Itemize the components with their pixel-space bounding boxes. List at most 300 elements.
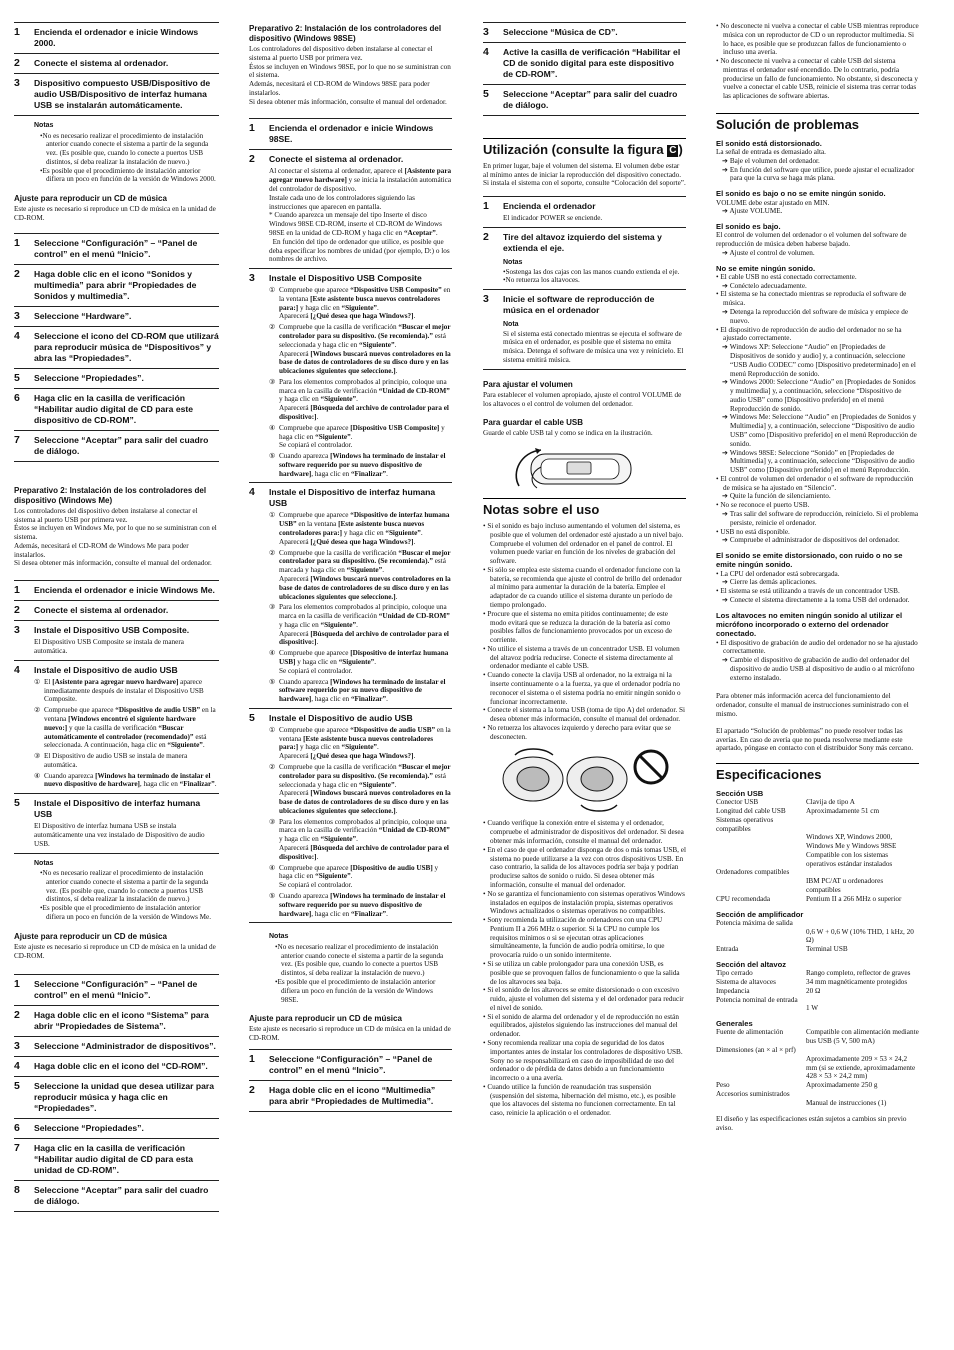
step-number: 5: [483, 88, 489, 100]
step-number: 4: [14, 329, 20, 342]
steps-windows-98se: [249, 118, 452, 923]
step-text: [269, 487, 452, 703]
step-number: 5: [14, 797, 20, 810]
step-item: [249, 483, 452, 708]
substep: ④ Compruebe que aparece [Dispositivo USB Composite] y haga clic en “Siguiente”. Se copiará el controlador.: [269, 423, 445, 450]
spec-row: [716, 1028, 919, 1046]
step-title: Seleccione “Configuración” – “Panel de control” en el menú “Inicio”.: [269, 1053, 433, 1075]
para-prep-me: Los controladores del dispositivo deben instalarse al conectar el sistema al puerto USB por primera vez. Éstos se incluyen en Windows Me, por lo que no se suministran con el sistema. Además, necesitará el CD-ROM de Windows Me para poder instalarlos. Si desea obtener más información, consulte el manual del ordenador.: [14, 506, 217, 568]
spec-row: [716, 1090, 919, 1099]
step-title: Seleccione “Música de CD”.: [503, 27, 618, 37]
note-item: •No es necesario realizar el procedimiento de instalación anterior cuando conecte el sistema a partir de la segunda vez. (Es posible que, cuando lo conecte a puertos USB distintos, sí deba realizar la instalación de nuevo.): [275, 942, 444, 978]
spec-heading: Sección de amplificador: [716, 909, 804, 919]
cause-item: • La CPU del ordenador está sobrecargada.: [716, 569, 840, 578]
remedy-item: ➔ Cierre las demás aplicaciones.: [722, 578, 817, 587]
spec-key: Tipo cerrado: [716, 969, 753, 978]
spec-value: Clavija de tipo A: [806, 798, 855, 807]
step-title: Instale el Dispositivo USB Composite.: [34, 625, 190, 636]
step-item: [483, 228, 686, 290]
step-text: [34, 605, 219, 616]
substep: ① Compruebe que aparece “Dispositivo USB Composite” en la ventana [Este asistente busca nuevos controladores para:] y haga clic en “Siguiente”. Aparecerá [¿Qué desea que haga Windows?].: [269, 286, 451, 321]
step-item: [14, 580, 219, 601]
spec-row: [716, 978, 919, 987]
step-title: Seleccione el icono del CD-ROM que utilizará para reproducir música de “Dispositivos” y abra las “Propiedades”.: [34, 330, 219, 363]
spec-value: [806, 1090, 919, 1099]
spec-value: 34 mm magnéticamente protegidos: [806, 978, 908, 986]
notes-windows-98se: [269, 933, 452, 1004]
step-title: Seleccione “Configuración” – “Panel de control” en el menú “Inicio”.: [34, 237, 198, 259]
para-volumen: Para establecer el volumen apropiado, ajuste el control VOLUME de los altavoces o el control de volumen del ordenador.: [483, 390, 682, 408]
step-number: 2: [249, 1083, 255, 1096]
spec-row: [716, 1099, 919, 1108]
spec-key: Potencia máxima de salida: [716, 918, 793, 927]
spec-row: [716, 969, 919, 978]
step-text: [34, 1081, 219, 1114]
step-number: 3: [14, 1040, 20, 1053]
step-number: 7: [14, 1142, 20, 1155]
step-body: El Dispositivo de interfaz humana USB se instala automáticamente una vez instalado de Dispositivo de audio USB.: [34, 822, 205, 848]
step-title: Haga clic en la casilla de verificación “Habilitar audio digital de CD para este dispositivo de CD-ROM”.: [34, 392, 194, 425]
steps-windows-2000: [14, 22, 219, 116]
trouble-heading: El sonido es bajo o no se emite ningún sonido.: [716, 189, 886, 199]
step-title: Instale el Dispositivo de audio USB: [269, 712, 413, 723]
substep: ⑤ Cuando aparezca [Windows ha terminado de instalar el software requerido por su nuevo dispositivo de hardware], haga clic en “Finalizar”.: [269, 452, 446, 478]
step-number: 1: [14, 584, 20, 597]
step-item: [249, 1081, 452, 1112]
spec-row: [716, 816, 919, 834]
substep: ③ Para los elementos comprobados al principio, coloque una marca en la casilla de verificación “Unidad de CD-ROM” y haga clic en “Siguiente”. Aparecerá [Búsqueda del archivo de controlador para el dispositivo:].: [269, 817, 450, 861]
step-title: Active la casilla de verificación “Habilitar el CD de sonido digital para este dispositivo de CD-ROM”.: [503, 47, 681, 79]
trouble-heading: El sonido se emite distorsionado, con ruido o no se emite ningún sonido.: [716, 551, 903, 570]
trouble-heading: El sonido está distorsionado.: [716, 138, 822, 148]
spec-value: 0,6 W + 0,6 W (10% THD, 1 kHz, 20 Ω): [806, 927, 914, 945]
step-number: 5: [14, 1080, 20, 1093]
step-title: Tire del altavoz izquierdo del sistema y extienda el eje.: [503, 231, 662, 253]
note-item: •Es posible que el procedimiento de instalación anterior difiera un poco en función de la versión de Windows 98SE.: [275, 977, 436, 1004]
step-text: [34, 1010, 219, 1032]
spec-row: [716, 928, 919, 946]
spec-key: [716, 1004, 806, 1013]
spec-key: Accesorios suministrados: [716, 1089, 790, 1098]
bullet-item: • En el caso de que el ordenador disponga de dos o más tomas USB, el sistema no puede utilizarse a la vez con otros dispositivos USB. En caso contrario, la salida de los altavoces podría ser baja y podrían producirse saltos de sonido o ruido. Si desea obtener más información, consulte el manual del ordenador.: [483, 845, 686, 889]
step-number: 3: [483, 26, 489, 38]
step-item: [14, 601, 219, 621]
note-item: •No retuerza los altavoces.: [503, 276, 580, 285]
step-number: 2: [14, 604, 20, 617]
spec-value: Aproximadamente 250 g: [806, 1081, 878, 1090]
section-notas-uso: Notas sobre el uso: [483, 498, 686, 518]
substep: ⑤ Cuando aparezca [Windows ha terminado de instalar el software requerido por su nuevo dispositivo de hardware], haga clic en “Finalizar”.: [269, 677, 446, 704]
bullet-item: • No se garantiza el funcionamiento con sistemas operativos Windows instalados en equipos de instalación propia, sistemas operativos Windows actualizados o sistemas operativos no compatibles.: [483, 889, 685, 916]
spec-value: [806, 816, 919, 834]
step-text: [34, 1123, 219, 1134]
bullet-item: • No desconecte ni vuelva a conectar el cable USB del sistema mientras el ordenador esté encendido. De lo contrario, podría producirse un fallo de funcionamiento. No obstante, si desconecta y vuelve a conectar el cable USB, reinicie el sistema tras cerrar todas las aplicaciones de software abiertas.: [716, 57, 919, 101]
remedy-item: ➔ Cambie el dispositivo de grabación de audio del ordenador del dispositivo de audio USB al dispositivo de audio o al micrófono externo instalado.: [722, 656, 915, 682]
column-3: [483, 22, 686, 1118]
substep: ② Compruebe que la casilla de verificación “Buscar el mejor controlador para su dispositivo. (Se recomienda).” está marcada y haga clic en “Siguiente”. Aparecerá [Windows buscará nuevos controladores en la base de datos de controladores de su disco duro y en las ubicaciones siguientes que seleccione.].: [269, 548, 451, 601]
step-number: 7: [14, 433, 20, 446]
step-text: [503, 232, 686, 285]
column-1: [14, 22, 219, 1212]
cause-text: El control de volumen del ordenador o el volumen del software de reproducción de música deben haberse bajado.: [716, 231, 907, 249]
steps-ajuste-98-cont: [483, 22, 686, 116]
spec-value: IBM PC/AT u ordenadores compatibles: [806, 877, 884, 895]
remedy-item: ➔ Windows 98SE: Seleccione “Sonido” en [Propiedades de Multimedia] y, a continuación, seleccione “Dispositivo de audio USB” como [Dispositivo preferido] en el menú Reproducción.: [722, 448, 915, 475]
step-text: [503, 47, 686, 80]
notes-title: Notas: [34, 122, 54, 129]
spec-key: [716, 833, 806, 868]
cause-text: VOLUME debe estar ajustado en MIN.: [716, 198, 830, 207]
spec-row: [716, 807, 919, 816]
bullet-item: • Cuando verifique la conexión entre el sistema y el ordenador, compruebe el administrador de dispositivos del ordenador. Si desea obtener más información, consulte el manual del ordenador.: [483, 819, 684, 846]
step-text: [34, 798, 219, 848]
step-text: [503, 294, 686, 365]
spec-value: 20 Ω: [806, 986, 821, 995]
step-number: 1: [14, 236, 20, 249]
heading-prep-98se: Preparativo 2: Instalación de los controladores del dispositivo (Windows 98SE): [249, 24, 442, 43]
spec-key: [716, 877, 806, 895]
spec-key: [716, 1055, 806, 1081]
remedy-item: ➔ Conecte el sistema directamente a la toma USB del ordenador.: [722, 595, 910, 604]
notes-windows-me: [34, 860, 219, 922]
steps-ajuste-98: [249, 1049, 452, 1112]
step-text: [269, 123, 452, 145]
spec-value: Pentium II a 266 MHz o superior: [806, 894, 902, 903]
bullet-item: • Cuando utilice la función de reanudación tras suspensión (suspensión del sistema, hibernación del mismo, etc.), es posible que los altavoces del sistema no funcionen correctamente. En tal caso, reinicie la aplicación o el ordenador.: [483, 1082, 676, 1118]
specifications-list: [716, 789, 919, 1107]
spec-row: [716, 877, 919, 895]
step-text: [34, 58, 219, 69]
note-text: Si el sistema está conectado mientras se ejecuta el software de música en el ordenador, es posible que el sistema no emita música. Detenga el software de música una vez y reinícielo. El sistema emitirá música.: [503, 329, 684, 364]
heading-cable: Para guardar el cable USB: [483, 418, 584, 428]
para-ajuste-98: Este ajuste es necesario si reproduce un CD de música en la unidad de CD-ROM.: [249, 1025, 451, 1043]
bullet-item: • Si el sonido es bajo incluso aumentando el volumen del sistema, es posible que el volumen del ordenador esté ajustado a un nivel bajo. Compruebe el volumen del ordenador en el panel de control. El volumen puede variar en función de los niveles de grabación del software.: [483, 521, 684, 566]
spec-row: [716, 1004, 919, 1013]
step-item: [14, 22, 219, 54]
step-text: [269, 154, 452, 264]
step-notes: [503, 321, 686, 365]
bullet-item: • Conecte el sistema a la toma USB (toma de tipo A) del ordenador. Si desea obtener más información, consulte el manual del ordenador.: [483, 706, 685, 724]
step-item: [249, 118, 452, 150]
step-text: [34, 1041, 219, 1052]
step-item: [14, 74, 219, 116]
substep: ② Compruebe que la casilla de verificación “Buscar el mejor controlador para su dispositivo. (Se recomienda).” está seleccionada y haga clic en “Siguiente”. Aparecerá [Windows buscará nuevos controladores en la base de datos de controladores de su disco duro y en las ubicaciones siguientes que seleccione.].: [269, 763, 451, 815]
para-cable: Guarde el cable USB tal y como se indica en la ilustración.: [483, 429, 653, 438]
spec-key: Peso: [716, 1081, 730, 1090]
step-number: 2: [14, 267, 20, 280]
spec-key: Sistema de altavoces: [716, 978, 776, 986]
step-text: [34, 979, 219, 1001]
spec-row: [716, 1081, 919, 1090]
note-item: •Sostenga las dos cajas con las manos cuando extienda el eje.: [503, 267, 680, 276]
spec-key: Entrada: [716, 945, 739, 954]
cause-item: • El dispositivo de grabación de audio del ordenador no se ha ajustado correctamente.: [716, 638, 918, 656]
step-item: [483, 22, 686, 43]
step-number: 2: [249, 153, 255, 166]
step-text: [269, 1085, 452, 1107]
step-text: [34, 27, 219, 49]
step-number: 1: [483, 200, 489, 213]
step-number: 1: [249, 122, 255, 135]
steps-ajuste-2000: [14, 233, 219, 462]
step-number: 8: [14, 1184, 20, 1197]
column-4: [716, 22, 919, 1133]
step-body: El Dispositivo USB Composite se instala de manera automática.: [34, 638, 184, 656]
step-number: 5: [14, 371, 20, 384]
cause-item: • El dispositivo de reproducción de audio del ordenador no se ha ajustado correctamente.: [716, 325, 902, 343]
step-number: 2: [483, 230, 489, 243]
spec-value: [806, 1046, 919, 1055]
substep: ② Compruebe que aparece “Dispositivo de audio USB” en la ventana [Windows encontró el siguiente hardware nuevo:] y que la casilla de verificación “Buscar automáticamente el controlador (recomendado)” está seleccionada. A continuación, haga clic en “Siguiente”.: [34, 706, 216, 750]
step-item: [14, 1119, 219, 1139]
step-text: [34, 665, 219, 789]
spec-key: Ordenadores compatibles: [716, 868, 790, 877]
step-body: Al conectar el sistema al ordenador, aparece el [Asistente para agregar nuevo hardware] y se inicia la instalación automática del controlador de dispositivo. Instale cada uno de los controladores siguiendo las instrucciones que aparecen en pantalla. * Cuando aparezca un mensaje del tipo Inserte el disco Windows 98SE CD-ROM, inserte el CD-ROM de Windows 98SE en la unidad de CD-ROM y haga clic en “Aceptar”. En función del tipo de ordenador que utilice, es posible que deba especificar los nombres de unidad (por ejemplo, D:) o los nombres de archivo.: [269, 167, 452, 264]
bullet-item: • No utilice el sistema a través de un concentrador USB. El volumen del altavoz podría reducirse. Conecte el sistema directamente al ordenador mediante el cable USB.: [483, 644, 680, 671]
remedy-item: ➔ Windows XP: Seleccione “Audio” en [Propiedades de Dispositivos de sonido y audio] y, a continuación, seleccione “USB Audio CODEC” como [Dispositivo predeterminado] en el menú Reproducción de sonido.: [722, 343, 916, 378]
bullet-item: • No desconecte ni vuelva a conectar el cable USB mientras reproduce música con un reproductor de CD o un reproductor multimedia. Si lo hace, es posible que se produzcan fallos de funcionamiento o incluso una avería.: [716, 22, 919, 57]
remedy-item: ➔ Compruebe el administrador de dispositivos del ordenador.: [722, 536, 900, 545]
spec-value: Compatible con alimentación mediante bus USB (5 V, 500 mA): [806, 1028, 919, 1046]
column-2: [249, 22, 452, 1112]
step-number: 3: [14, 309, 20, 322]
step-title: Conecte el sistema al ordenador.: [34, 605, 169, 616]
step-text: [34, 78, 219, 111]
para-prep-98se: Los controladores del dispositivo deben instalarse al conectar el sistema al puerto USB por primera vez. Éstos se incluyen en Windows 98SE, por lo que no se suministran con el sistema. Además, necesitará el CD-ROM de Windows 98SE para poder instalarlos. Si desea obtener más información, consulte el manual del ordenador.: [249, 45, 451, 106]
step-item: [14, 1057, 219, 1077]
cause-item: • USB no está disponible.: [716, 527, 790, 536]
spec-heading: Sección del altavoz: [716, 959, 787, 969]
para-utilizacion: En primer lugar, baje el volumen del sistema. El volumen debe estar al mínimo antes de iniciar la reproducción del dispositivo conectado. Si instala el sistema con el soporte, consulte “Colocación del soporte”.: [483, 161, 686, 188]
step-item: [14, 661, 219, 794]
step-title: Dispositivo compuesto USB/Dispositivo de audio USB/Dispositivo de interfaz humana USB se instalarán automáticamente.: [34, 78, 211, 110]
step-text: [503, 27, 686, 38]
spec-key: Impedancia: [716, 986, 750, 995]
section-utilizacion: Utilización (consulte la figura C ): [483, 138, 686, 158]
step-item: [249, 1049, 452, 1081]
step-title: Haga doble clic en el icono “Sistema” para abrir “Propiedades de Sistema”.: [34, 1010, 209, 1032]
steps-ajuste-me: [14, 974, 219, 1212]
step-text: [34, 311, 219, 322]
step-title: Encienda el ordenador: [503, 201, 596, 212]
cause-item: • El cable USB no está conectado correctamente.: [716, 272, 857, 281]
spec-key: Conector USB: [716, 798, 759, 807]
spec-row: [716, 919, 919, 928]
substep: ① Compruebe que aparece “Dispositivo de audio USB” en la ventana [Este asistente busca nuevos controladores para:] y haga clic en “Siguiente”. Aparecerá [¿Qué desea que haga Windows?].: [269, 725, 451, 761]
step-title: Seleccione “Aceptar” para salir del cuadro de diálogo.: [34, 1185, 209, 1207]
notas-uso-list-2: [483, 819, 686, 1118]
step-title: Haga clic en la casilla de verificación “Habilitar audio digital de CD para esta unidad de CD-ROM”.: [34, 1143, 194, 1176]
spec-key: [716, 1099, 806, 1108]
step-item: [14, 307, 219, 327]
step-number: 3: [483, 293, 489, 306]
step-item: [14, 1037, 219, 1057]
step-title: Haga doble clic en el icono “Multimedia” para abrir “Propiedades de Multimedia”.: [269, 1084, 436, 1106]
bullet-item: • No retuerza los altavoces izquierdo y derecho para evitar que se desconecten.: [483, 723, 671, 741]
step-text: [34, 373, 219, 384]
step-title: Haga doble clic en el icono “Sonidos y multimedia” para abrir “Propiedades de Sonidos y multimedia”.: [34, 268, 197, 301]
spec-heading: Sección USB: [716, 788, 764, 798]
step-item: [14, 369, 219, 389]
step-notes: [503, 259, 686, 285]
spec-key: Sistemas operativos compatibles: [716, 815, 774, 833]
substep: ⑤ Cuando aparezca [Windows ha terminado de instalar el software requerido por su nuevo dispositivo de hardware], haga clic en “Finalizar”.: [269, 891, 446, 918]
step-number: 5: [249, 711, 255, 724]
substep: ① El [Asistente para agregar nuevo hardware] aparece inmediatamente después de instalar el Dispositivo USB Composite.: [34, 677, 204, 704]
heading-prep-me: Preparativo 2: Instalación de los controladores del dispositivo (Windows Me): [14, 485, 207, 505]
substep: ④ Cuando aparezca [Windows ha terminado de instalar el nuevo dispositivo de hardware], haga clic en “Finalizar”.: [34, 771, 217, 789]
step-number: 6: [14, 391, 20, 404]
step-title: Seleccione “Configuración” – “Panel de control” en el menú “Inicio”.: [34, 979, 198, 1001]
step-number: 1: [249, 1052, 255, 1065]
spec-value: [806, 868, 919, 877]
step-item: [14, 621, 219, 661]
step-title: Inicie el software de reproducción de música en el ordenador: [503, 294, 655, 316]
notes-title: Notas: [503, 258, 523, 266]
substep: ② Compruebe que la casilla de verificación “Buscar el mejor controlador para su dispositivo. (Se recomienda).” está seleccionada y haga clic en “Siguiente”. Aparecerá [Windows buscará nuevos controladores en la base de datos de controladores de su disco duro y en las ubicaciones siguientes que seleccione.].: [269, 323, 451, 376]
remedy-item: ➔ Conéctelo adecuadamente.: [722, 281, 807, 290]
spec-value: [806, 996, 919, 1005]
step-title: Conecte el sistema al ordenador.: [269, 154, 404, 165]
step-title: Seleccione “Aceptar” para salir del cuadro de diálogo.: [34, 434, 209, 456]
remedy-item: ➔ Ajuste el control de volumen.: [722, 248, 815, 257]
spec-key: CPU recomendada: [716, 894, 771, 903]
notes-windows-2000: [34, 122, 219, 184]
para-ajuste-cd-me: Este ajuste es necesario si reproduce un CD de música en la unidad de CD-ROM.: [14, 942, 216, 960]
note-item: •Es posible que el procedimiento de instalación anterior difiera un poco en función de la versión de Windows 2000.: [40, 166, 216, 184]
step-title: Haga doble clic en el icono del “CD-ROM”.: [34, 1061, 208, 1072]
para-info-2: El apartado “Solución de problemas” no puede resolver todas las averías. En caso de avería que no pueda resolverse mediante este apartado, póngase en contacto con el distribuidor Sony más cercano.: [716, 726, 913, 753]
step-item: [14, 265, 219, 307]
troubleshooting-list: [716, 139, 919, 683]
spec-value: Terminal USB: [806, 945, 848, 954]
step-text: [269, 713, 452, 918]
bullet-item: • Si sólo se emplea este sistema cuando el ordenador funcione con la batería, se recomienda que ajuste el control de brillo del ordenador al mínimo para aumentar la duración de la batería. Emplee el adaptador de ca cuando utilice el sistema durante un período de tiempo prolongado.: [483, 565, 682, 609]
cause-item: • El sistema se está utilizando a través de un concentrador USB.: [716, 587, 900, 596]
section-solucion-problemas: Solución de problemas: [716, 113, 919, 133]
remedy-item: ➔ Quite la función de silenciamiento.: [722, 492, 831, 501]
cause-text: La señal de entrada es demasiado alta.: [716, 148, 826, 157]
step-number: 6: [14, 1122, 20, 1135]
spec-row: [716, 987, 919, 996]
step-text: [269, 1054, 452, 1076]
step-title: Instale el Dispositivo de audio USB: [34, 664, 178, 675]
spec-key: [716, 928, 806, 946]
step-item: [483, 85, 686, 116]
note-item: •Es posible que el procedimiento de instalación anterior difiera un poco en función de la versión de Windows Me.: [40, 904, 212, 921]
spec-value: Windows XP, Windows 2000, Windows Me y Windows 98SE Compatible con los sistemas operativos estándar instalados: [806, 833, 897, 868]
bullet-item: • Si el sonido de los altavoces se emite distorsionado o con excesivo ruido, ajuste el volumen del sistema y el del ordenador para reducir el nivel de sonido.: [483, 986, 684, 1012]
cause-item: • No se reconoce el puerto USB.: [716, 501, 810, 510]
step-number: 4: [14, 1060, 20, 1073]
step-item: [14, 327, 219, 369]
notes-title: Nota: [503, 321, 519, 329]
remedy-item: ➔ En función del software que utilice, puede ajustar el ecualizador para que la curva se haga más plana.: [722, 165, 915, 183]
substep: ③ El Dispositivo de audio USB se instala de manera automática.: [34, 752, 188, 769]
bullet-item: • Si el sonido de alarma del ordenador y el de reproducción no están equilibrados, ajústelos siguiendo las instrucciones del manual del ordenador.: [483, 1012, 679, 1039]
spec-key: Dimensiones (an × al × prf): [716, 1045, 796, 1054]
step-item: [14, 1077, 219, 1119]
step-title: Instale el Dispositivo de interfaz humana USB: [269, 487, 436, 509]
step-text: [34, 585, 219, 596]
remedy-item: ➔ Baje el volumen del ordenador.: [722, 156, 820, 165]
heading-ajuste-cd-me: Ajuste para reproducir un CD de música: [14, 931, 167, 941]
step-number: 3: [14, 624, 20, 637]
step-item: [483, 196, 686, 228]
para-final: El diseño y las especificaciones están sujetos a cambios sin previo aviso.: [716, 1115, 907, 1133]
heading-ajuste-cd: Ajuste para reproducir un CD de música: [14, 194, 167, 204]
substep: ③ Para los elementos comprobados al principio, coloque una marca en la casilla de verificación “Unidad de CD-ROM” y haga clic en “Siguiente”. Aparecerá [Búsqueda del archivo de controlador para el dispositivo:].: [269, 377, 450, 421]
step-text: [34, 269, 219, 302]
step-item: [249, 709, 452, 923]
steps-utilizacion: [483, 196, 686, 370]
step-text: [503, 201, 686, 223]
spec-row: [716, 868, 919, 877]
remedy-item: ➔ Detenga la reproducción del software de música y empiece de nuevo.: [722, 308, 909, 325]
step-number: 1: [14, 26, 20, 38]
step-text: [34, 435, 219, 457]
step-title: Encienda el ordenador e inicie Windows Me.: [34, 585, 215, 596]
spec-heading: Generales: [716, 1019, 753, 1029]
step-number: 4: [14, 663, 20, 676]
step-text: [34, 393, 219, 426]
spec-value: Manual de instrucciones (1): [806, 1098, 887, 1107]
step-item: [14, 974, 219, 1006]
spec-row: [716, 895, 919, 904]
notas-uso-list-3: [716, 22, 919, 101]
heading-ajuste-98: Ajuste para reproducir un CD de música: [249, 1014, 402, 1024]
trouble-heading: No se emite ningún sonido.: [716, 263, 816, 273]
step-text: [34, 1143, 219, 1176]
step-title: Seleccione “Aceptar” para salir del cuadro de diálogo.: [503, 89, 678, 110]
trouble-heading: Los altavoces no emiten ningún sonido al utilizar el micrófono incorporado o externo del ordenador conectado.: [716, 610, 903, 639]
remedy-item: ➔ Windows 2000: Seleccione “Audio” en [Propiedades de Sonidos y multimedia] y, a continuación, seleccione “Dispositivo de audio USB” como [Dispositivo preferido] en el menú Reproducción de sonido.: [722, 378, 916, 413]
spec-value: Rango completo, reflector de graves: [806, 969, 911, 978]
remedy-item: ➔ Ajuste VOLUME.: [722, 207, 783, 216]
section-especificaciones: Especificaciones: [716, 763, 919, 783]
step-title: Seleccione “Hardware”.: [34, 310, 132, 321]
bullet-item: • Si se utiliza un cable prolongador para una conexión USB, es posible que se provoquen fallos de funcionamiento o que la salida de los altavoces sea baja.: [483, 959, 680, 986]
step-item: [14, 1181, 219, 1212]
speakers-twist-illustration: [493, 745, 686, 815]
step-title: Instale el Dispositivo USB Composite: [269, 273, 422, 284]
spec-row: [716, 1046, 919, 1055]
bullet-item: • Sony recomienda la utilización de ordenadores con una CPU Pentium II a 266 MHz o superior. Si la CPU no cumple los requisitos mínimos o si se ejecutan otras aplicaciones simultáneamente, la función de audio podría omitirse, lo que provocaría ruido o un sonido intermitente.: [483, 916, 665, 960]
spec-row: [716, 996, 919, 1005]
step-number: 4: [249, 486, 255, 499]
cable-storage-illustration: [511, 442, 686, 492]
step-number: 4: [483, 46, 489, 58]
spec-key: Fuente de alimentación: [716, 1028, 784, 1037]
step-item: [483, 290, 686, 370]
spec-value: Aproximadamente 209 × 53 × 24,2 mm (si se extiende, aproximadamente 428 × 53 × 24,2 mm): [806, 1054, 916, 1081]
cause-item: • El sistema se ha conectado mientras se reproducía el software de música.: [716, 290, 907, 308]
step-number: 2: [14, 57, 20, 69]
trouble-heading: El sonido es bajo.: [716, 222, 781, 232]
heading-volumen: Para ajustar el volumen: [483, 379, 573, 389]
substep: ④ Compruebe que aparece [Dispositivo de audio USB] y haga clic en “Siguiente”. Se copiará el controlador.: [269, 863, 439, 890]
step-title: Seleccione la unidad que desea utilizar para reproducir música y haga clic en “Propiedades”.: [34, 1081, 215, 1114]
remedy-item: ➔ Windows Me: Seleccione “Audio” en [Propiedades de Sonidos y Multimedia] y, a continuación, seleccione “Dispositivo de audio USB” como [Dispositivo preferido] en el menú Reproducción de sonido.: [722, 413, 917, 448]
step-text: [269, 273, 452, 478]
step-number: 2: [14, 1009, 20, 1022]
remedy-item: ➔ Tras salir del software de reproducción, reinícielo. Si el problema persiste, reinicie el ordenador.: [722, 510, 919, 527]
figure-c-badge: C: [669, 145, 677, 156]
step-text: [503, 89, 686, 111]
step-title: Seleccione “Propiedades”.: [34, 1123, 144, 1134]
step-item: [14, 1139, 219, 1181]
notas-uso-list-1: [483, 522, 686, 742]
